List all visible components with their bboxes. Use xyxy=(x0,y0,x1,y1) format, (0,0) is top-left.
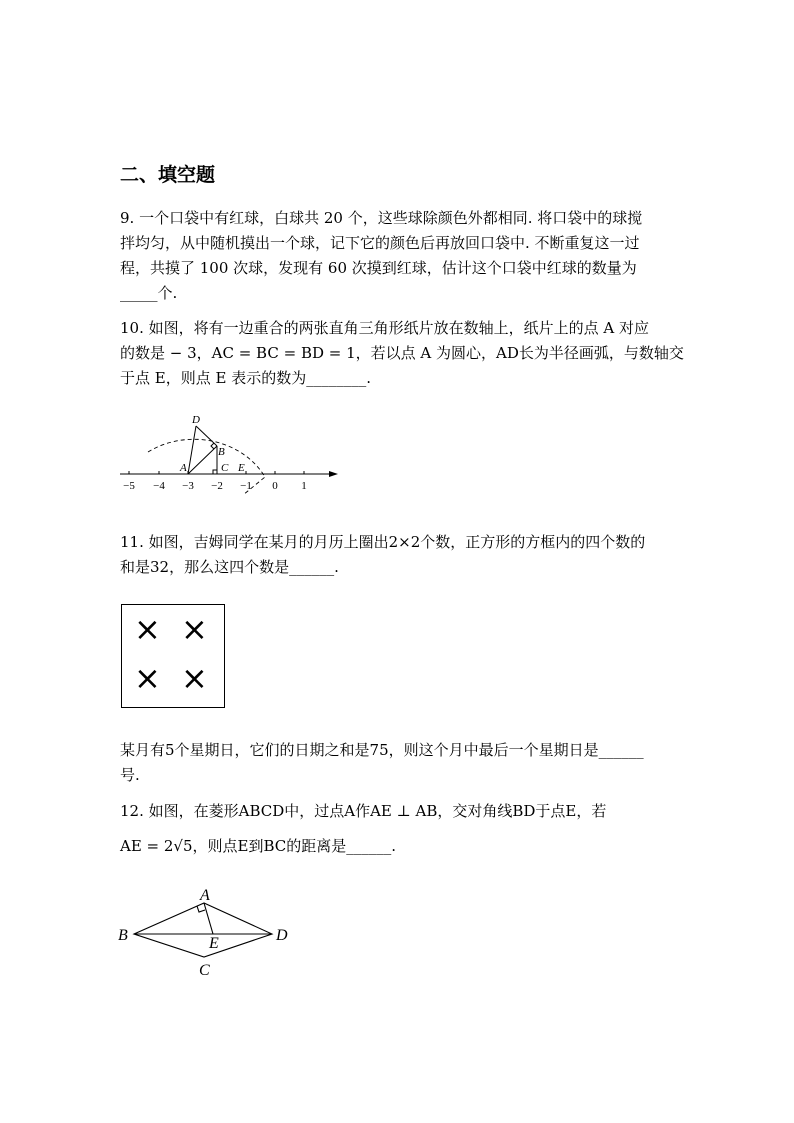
q12-line-1: 12. 如图，在菱形ABCD中，过点A作AE ⊥ AB，交对角线BD于点E，若 xyxy=(120,802,607,820)
tick-label: 1 xyxy=(301,480,307,492)
point-label-E: E xyxy=(238,462,245,474)
q9-line-4: _____个. xyxy=(120,284,178,302)
tick-label: −2 xyxy=(211,480,223,492)
q12-point-labels xyxy=(118,887,288,979)
tick-label: −1 xyxy=(240,480,252,492)
calendar-box xyxy=(121,604,225,708)
q10-point-labels xyxy=(179,414,245,474)
tick-label: −4 xyxy=(153,480,165,492)
q10-line-1: 10. 如图，将有一边重合的两张直角三角形纸片放在数轴上，纸片上的点 A 对应 xyxy=(120,319,649,337)
q9-line-2: 拌均匀，从中随机摸出一个球，记下它的颜色后再放回口袋中. 不断重复这一过 xyxy=(120,234,640,252)
point-label-E: E xyxy=(209,935,219,952)
q10-axis-arrow xyxy=(329,471,338,477)
q10-number-line-figure xyxy=(110,405,350,500)
q11-sub-line-1: 某月有5个星期日，它们的日期之和是75，则这个月中最后一个星期日是______ xyxy=(120,741,644,759)
point-label-C: C xyxy=(199,962,210,979)
q10-line-3: 于点 E，则点 E 表示的数为________. xyxy=(120,369,371,387)
point-label-B: B xyxy=(218,446,225,458)
tick-label: −3 xyxy=(182,480,194,492)
point-label-A: A xyxy=(180,462,187,474)
point-label-D: D xyxy=(192,414,200,426)
q10-tick-labels xyxy=(123,480,307,492)
box-mark: × xyxy=(181,610,208,648)
q11-line-1: 11. 如图，吉姆同学在某月的月历上圈出2×2个数，正方形的方框内的四个数的 xyxy=(120,533,646,551)
q9-line-3: 程，共摸了 100 次球，发现有 60 次摸到红球，估计这个口袋中红球的数量为 xyxy=(120,259,637,277)
box-mark: × xyxy=(181,659,208,697)
q10-triangles xyxy=(188,426,217,474)
box-mark: × xyxy=(134,659,161,697)
q11-sub-line-2: 号. xyxy=(120,766,140,784)
q9-line-1: 9. 一个口袋中有红球，白球共 20 个，这些球除颜色外都相同. 将口袋中的球搅 xyxy=(120,209,643,227)
point-label-D: D xyxy=(276,927,288,944)
q11-line-2: 和是32，那么这四个数是______. xyxy=(120,558,339,576)
q10-line-2: 的数是 − 3，AC = BC = BD = 1，若以点 A 为圆心，AD长为半径画弧，与数轴交 xyxy=(120,344,684,362)
q12-rhombus-figure xyxy=(112,880,302,980)
tick-label: −5 xyxy=(123,480,135,492)
tick-label: 0 xyxy=(272,480,278,492)
point-label-A: A xyxy=(200,887,210,904)
section-heading: 二、填空题 xyxy=(120,164,216,186)
point-label-B: B xyxy=(118,927,128,944)
q12-rhombus xyxy=(134,903,272,957)
point-label-C: C xyxy=(221,462,229,474)
box-mark: × xyxy=(134,610,161,648)
q12-line-2: AE = 2√5，则点E到BC的距离是______. xyxy=(120,837,397,855)
